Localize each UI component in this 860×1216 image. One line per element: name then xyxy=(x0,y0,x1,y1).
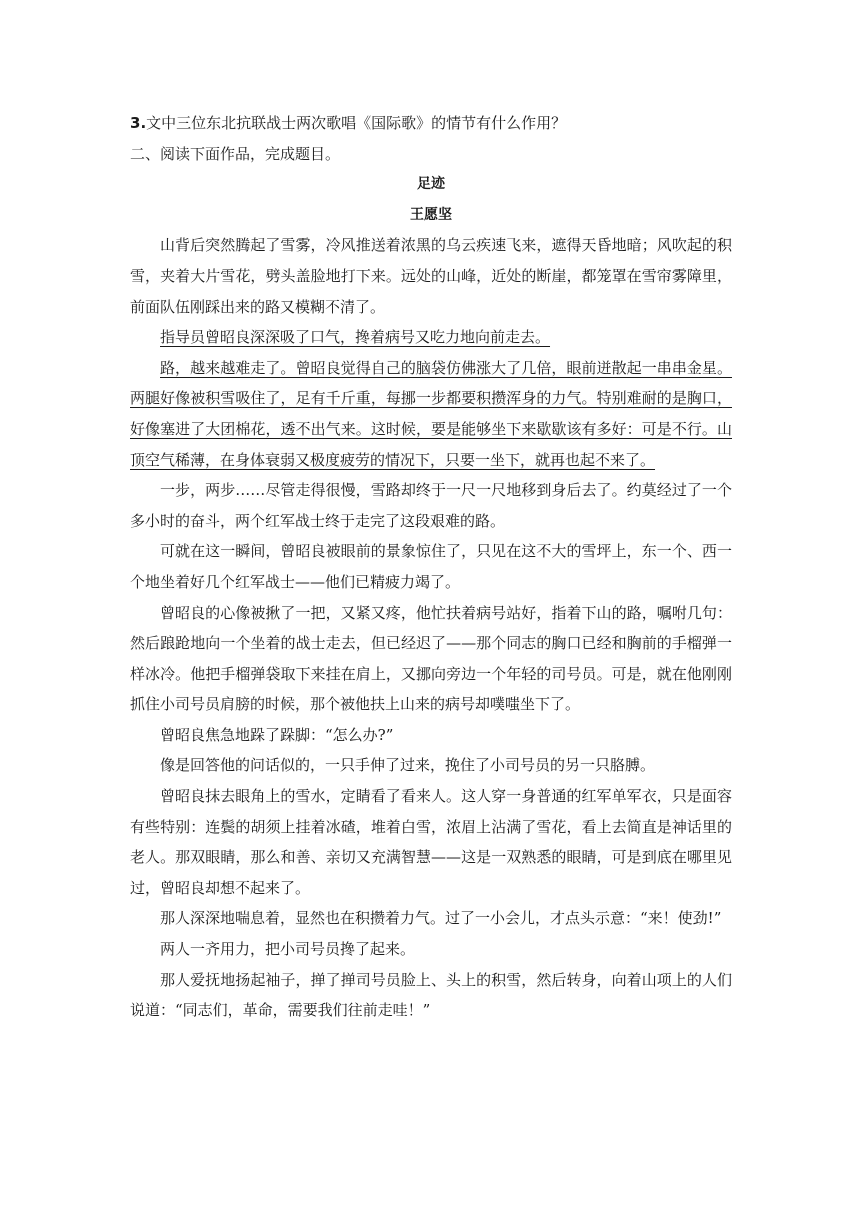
article-body xyxy=(130,230,732,1025)
document-page xyxy=(130,108,732,1026)
paragraph-8 xyxy=(130,750,732,781)
section-heading: 二、阅读下面作品，完成题目。 xyxy=(130,144,341,163)
question-number: 3 xyxy=(130,114,141,132)
paragraph-text: 像是回答他的问话似的，一只手伸了过来，挽住了小司号员的另一只胳膊。 xyxy=(160,756,656,775)
paragraph-text: 路，越来越难走了。曾昭良觉得自己的脑袋仿佛涨大了几倍，眼前迸散起一串串金星。两腿好像被积雪吸住了，足有千斤重，每挪一步都要积攒浑身的力气。特别难耐的是胸口，好像塞进了大团棉花，透不出气来。这时候，要是能够坐下来歇歇该有多好：可是不行。山顶空气稀薄，在身体衰弱又极度疲劳的情况下，只要一坐下，就再也起不来了。 xyxy=(130,358,732,469)
paragraph-9 xyxy=(130,781,732,903)
question-text: 文中三位东北抗联战士两次歌唱《国际歌》的情节有什么作用？ xyxy=(146,114,567,132)
paragraph-1 xyxy=(130,230,732,322)
paragraph-2-underlined xyxy=(130,322,732,353)
question-number-separator: . xyxy=(140,114,147,132)
paragraph-11 xyxy=(130,934,732,965)
article-title: 足迹 xyxy=(417,176,445,193)
paragraph-5 xyxy=(130,536,732,597)
paragraph-12 xyxy=(130,965,732,1026)
paragraph-text: 两人一齐用力，把小司号员搀了起来。 xyxy=(160,940,416,959)
paragraph-7 xyxy=(130,720,732,751)
paragraph-text: 山背后突然腾起了雪雾，冷风推送着浓黑的乌云疾速飞来，遮得天昏地暗；风吹起的积雪，夹着大片雪花，劈头盖脸地打下来。远处的山峰，近处的断崖，都笼罩在雪帘雾障里，前面队伍刚踩出来的路又模糊不清了。 xyxy=(130,236,732,316)
question-3 xyxy=(130,108,732,139)
paragraph-text: 曾昭良的心像被揪了一把，又紧又疼，他忙扶着病号站好，指着下山的路，嘱咐几句：然后踉跄地向一个坐着的战士走去，但已经迟了——那个同志的胸口已经和胸前的手榴弹一样冰冷。他把手榴弹袋取下来挂在肩上，又挪向旁边一个年轻的司号员。可是，就在他刚刚抓住小司号员肩膀的时候，那个被他扶上山来的病号却噗嗤坐下了。 xyxy=(130,603,732,714)
paragraph-text: 曾昭良抹去眼角上的雪水，定睛看了看来人。这人穿一身普通的红军单军衣，只是面容有些特别：连鬓的胡须上挂着冰碴，堆着白雪，浓眉上沾满了雪花，看上去简直是神话里的老人。那双眼睛，那么和善、亲切又充满智慧——这是一双熟悉的眼睛，可是到底在哪里见过，曾昭良却想不起来了。 xyxy=(130,787,732,897)
article-author: 王愿坚 xyxy=(410,206,452,223)
paragraph-text: 指导员曾昭良深深吸了口气，搀着病号又吃力地向前走去。 xyxy=(160,328,551,347)
paragraph-text: 那人深深地喘息着，显然也在积攒着力气。过了一小会儿，才点头示意：“来！使劲!” xyxy=(160,909,722,928)
paragraph-10 xyxy=(130,903,732,934)
paragraph-4 xyxy=(130,475,732,536)
paragraph-text: 可就在这一瞬间，曾昭良被眼前的景象惊住了，只见在这不大的雪坪上，东一个、西一个地坐着好几个红军战士——他们已精疲力竭了。 xyxy=(130,542,732,591)
paragraph-6 xyxy=(130,598,732,720)
paragraph-3-underlined xyxy=(130,353,732,475)
paragraph-text: 那人爱抚地扬起袖子，掸了掸司号员脸上、头上的积雪，然后转身，向着山项上的人们说道：“同志们，革命，需要我们往前走哇！” xyxy=(130,970,732,1020)
paragraph-text: 曾昭良焦急地跺了跺脚：“怎么办?” xyxy=(160,725,394,744)
paragraph-text: 一步，两步……尽管走得很慢，雪路却终于一尺一尺地移到身后去了。约莫经过了一个多小时的奋斗，两个红军战士终于走完了这段艰难的路。 xyxy=(130,481,732,530)
